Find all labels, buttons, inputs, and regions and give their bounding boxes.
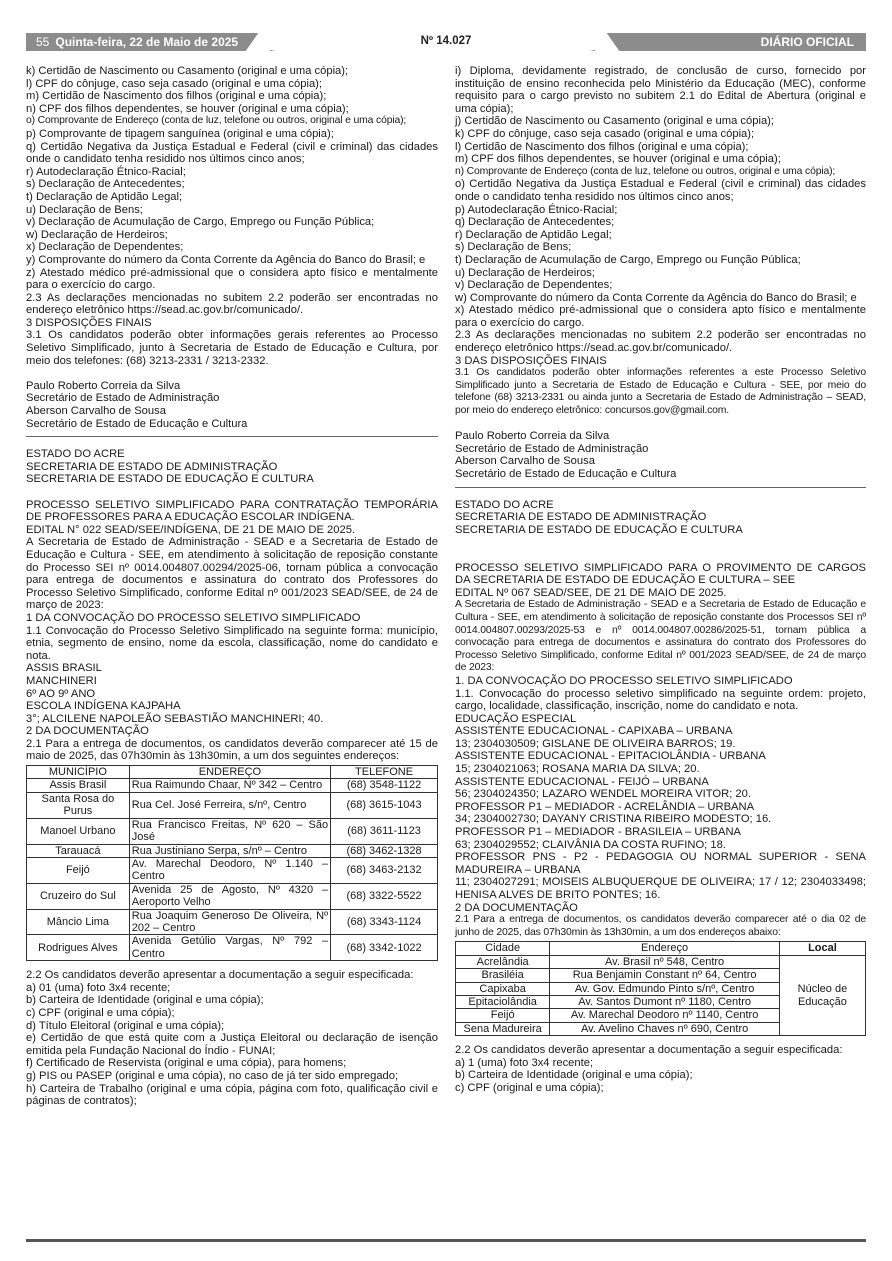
list-item: g) PIS ou PASEP (original e uma cópia), no caso de já ter sido empregado; <box>26 1069 399 1082</box>
list-item: k) CPF do cônjuge, caso seja casado (original e uma cópia); <box>455 127 755 140</box>
table-row <box>27 844 438 857</box>
table-cell: Assis Brasil <box>27 779 130 792</box>
org-line: ESTADO DO ACRE <box>455 498 554 511</box>
left-process-title: PROCESSO SELETIVO SIMPLIFICADO PARA CONTRATAÇÃO TEMPORÁRIA DE PROFESSORES PARA A EDUCAÇÃO ESCOLAR INDÍGENA. <box>26 498 438 524</box>
table-cell: Rua Francisco Freitas, Nº 620 – São José <box>129 818 330 844</box>
footer-rule <box>26 1239 866 1242</box>
list-item: 2.2 Os candidatos deverão apresentar a documentação a seguir especificada: <box>26 969 414 982</box>
list-item: e) Certidão de que está quite com a Justiça Eleitoral ou declaração de isenção emitida pela Fundação Nacional do Índio - FUNAI; <box>26 1032 438 1057</box>
issue-date: Quinta-feira, 22 de Maio de 2025 <box>55 35 239 49</box>
list-item: l) CPF do cônjuge, caso seja casado (original e uma cópia); <box>26 77 322 90</box>
right-convocation-list <box>455 713 866 902</box>
right-document-list <box>455 65 866 418</box>
list-item: p) Autodeclaração Étnico-Racial; <box>455 203 618 216</box>
list-item: h) Carteira de Trabalho (original e uma cópia, página com foto, qualificação civil e páginas de contratos); <box>26 1082 438 1108</box>
left-edital: EDITAL N° 022 SEAD/SEE/INDÍGENA, DE 21 DE MAIO DE 2025. <box>26 523 356 536</box>
table-cell-local: Núcleo de Educação <box>779 955 865 1035</box>
table-row <box>456 955 866 968</box>
table-cell: Feijó <box>27 857 130 883</box>
table-header: MUNICÍPIO <box>27 766 130 779</box>
section-divider <box>455 487 866 488</box>
list-item: 3 DISPOSIÇÕES FINAIS <box>26 316 152 329</box>
right-sec2-1: 2.1 Para a entrega de documentos, os candidatos deverão comparecer até o dia 02 de junho de 2025, das 07h30min às 13h30min, a um dos endereços abaixo: <box>455 914 866 938</box>
left-sec2: 2 DA DOCUMENTAÇÃO <box>26 725 149 738</box>
convocation-line: 11; 2304027291; MOISEIS ALBUQUERQUE DE OLIVEIRA; 17 / 12; 2304033498; HENISA ALVES DE BRITO PONTES; 16. <box>455 876 866 901</box>
table-cell: Av. Marechal Deodoro, Nº 1.140 – Centro <box>129 857 330 883</box>
table-row <box>27 909 438 935</box>
table-cell: Mâncio Lima <box>27 909 130 935</box>
issue-number: Nº 14.027 <box>420 35 472 47</box>
signature-line: Secretário de Estado de Administração <box>455 442 649 455</box>
list-item: a) 01 (uma) foto 3x4 recente; <box>26 981 171 994</box>
list-item: v) Declaração de Dependentes; <box>455 279 613 292</box>
left-document-list <box>26 65 438 367</box>
table-cell: Santa Rosa do Purus <box>27 792 130 818</box>
right-sec2: 2 DA DOCUMENTAÇÃO <box>455 901 578 914</box>
table-cell: Feijó <box>456 1009 550 1022</box>
table-cell: (68) 3463-2132 <box>331 857 438 883</box>
list-item: 2.3 As declarações mencionadas no subitem 2.2 poderão ser encontradas no endereço eletrônico https://sead.ac.gov.br/comunicado/. <box>455 329 866 355</box>
table-row <box>27 818 438 844</box>
convocation-line: 63; 2304029552; CLAIVÂNIA DA COSTA RUFINO; 18. <box>455 838 726 851</box>
table-cell: (68) 3342-1022 <box>331 935 438 961</box>
list-item: 3.1 Os candidatos poderão obter informações gerais referentes ao Processo Seletivo Simplificado, junto à Secretaria de Estado de Educação e Cultura, por meio dos telefones: (68) 3213-2331 / 3213-2332. <box>26 329 438 367</box>
list-item: w) Comprovante do número da Conta Corrente da Agência do Banco do Brasil; e <box>455 291 857 304</box>
left-convocation-list <box>26 662 438 725</box>
list-item: c) CPF (original e uma cópia); <box>455 1082 604 1094</box>
left-sec1: 1 DA CONVOCAÇÃO DO PROCESSO SELETIVO SIMPLIFICADO <box>26 611 361 624</box>
list-item: 2.3 As declarações mencionadas no subitem 2.2 poderão ser encontradas no endereço eletrônico https://sead.ac.gov.br/comunicado/. <box>26 291 438 317</box>
right-intro: A Secretaria de Estado de Administração - SEAD e a Secretaria de Estado de Educação e Cultura - SEE, em atendimento à solicitação de reposição constante dos Processos SEI nº 0014.004807.00293/2025-53 e nº 0014.004807.00286/2025-51, tornam pública a convocação para entrega de documentos e assinatura do contrato dos Professores do Processo Seletivo Simplificado, conforme Edital nº 001/2023 SEAD/SEE, de 24 de março de 2023: <box>455 599 866 674</box>
signature-line: Secretário de Estado de Educação e Cultura <box>26 417 248 430</box>
list-item: r) Declaração de Aptidão Legal; <box>455 228 612 241</box>
left-sec1-1: 1.1 Convocação do Processo Seletivo Simplificado na seguinte forma: município, etnia, segmento de ensino, nome da escola, classificação, nome do candidato e nota. <box>26 624 438 662</box>
list-item: c) CPF (original e uma cópia); <box>26 1006 175 1019</box>
table-cell: Tarauacá <box>27 844 130 857</box>
convocation-line: ASSISTENTE EDUCACIONAL - EPITACIOLÂNDIA - URBANA <box>455 750 766 763</box>
table-cell: Avenida 25 de Agosto, Nº 4320 – Aeroporto Velho <box>129 883 330 909</box>
table-cell: Acrelândia <box>456 955 550 968</box>
convocation-line: ESCOLA INDÍGENA KAJPAHA <box>26 700 181 713</box>
publication-title: DIÁRIO OFICIAL <box>760 35 854 49</box>
right-sec1: 1. DA CONVOCAÇÃO DO PROCESSO SELETIVO SIMPLIFICADO <box>455 674 793 687</box>
list-item: 3 DAS DISPOSIÇÕES FINAIS <box>455 354 607 367</box>
convocation-line: PROFESSOR P1 – MEDIADOR - BRASILEIA – URBANA <box>455 826 741 839</box>
list-item: s) Declaração de Bens; <box>455 241 572 254</box>
table-cell: Sena Madureira <box>456 1022 550 1035</box>
table-row <box>27 792 438 818</box>
table-cell: (68) 3343-1124 <box>331 909 438 935</box>
right-documentation-list <box>455 1044 866 1094</box>
convocation-line: 34; 2304002730; DAYANY CRISTINA RIBEIRO MODESTO; 16. <box>455 813 772 826</box>
signature-line: Secretário de Estado de Educação e Cultura <box>455 468 677 480</box>
list-item: o) Certidão Negativa da Justiça Estadual e Federal (civil e criminal) das cidades onde o candidato tenha residido nos últimos cinco anos; <box>455 178 866 203</box>
convocation-line: 6º AO 9º ANO <box>26 687 96 700</box>
list-item: b) Carteira de Identidade (original e uma cópia); <box>455 1069 693 1082</box>
convocation-line: MANCHINERI <box>26 674 97 687</box>
left-documentation-list <box>26 969 438 1108</box>
list-item: x) Atestado médico pré-admissional que o considera apto físico e mentalmente para o exercício do cargo. <box>455 304 866 329</box>
table-cell: Rodrigues Alves <box>27 935 130 961</box>
page-number: 55 <box>36 35 50 49</box>
list-item: m) CPF dos filhos dependentes, se houver (original e uma cópia); <box>455 153 781 166</box>
list-item: m) Certidão de Nascimento dos filhos (original e uma cópia); <box>26 90 327 103</box>
signature-line: Paulo Roberto Correia da Silva <box>26 379 181 392</box>
table-cell: (68) 3462-1328 <box>331 844 438 857</box>
convocation-line: EDUCAÇÃO ESPECIAL <box>455 712 577 725</box>
table-cell: Rua Joaquim Generoso De Oliveira, Nº 202 – Centro <box>129 909 330 935</box>
list-item: q) Declaração de Antecedentes; <box>455 216 615 229</box>
table-row <box>27 935 438 961</box>
table-header: Cidade <box>456 942 550 955</box>
left-intro: A Secretaria de Estado de Administração - SEAD e a Secretaria de Estado de Educação e Cultura - SEE, em atendimento à solicitação de reposição constante do Processo SEI nº 0014.004807.00294/2025-06, tornam pública a convocação para entrega de documentos e assinatura do contrato dos Professores do Processo Seletivo Simplificado, conforme Edital nº 001/2023 SEAD/SEE, de 24 de março de 2023: <box>26 536 438 612</box>
table-row <box>27 883 438 909</box>
org-line: ESTADO DO ACRE <box>26 448 125 461</box>
table-cell: Av. Avelino Chaves nº 690, Centro <box>550 1022 780 1035</box>
table-row <box>27 779 438 792</box>
signature-line: Paulo Roberto Correia da Silva <box>455 430 610 443</box>
list-item: b) Carteira de Identidade (original e uma cópia); <box>26 994 264 1007</box>
table-header: Local <box>779 942 865 955</box>
table-cell: Manoel Urbano <box>27 818 130 844</box>
signature-line: Secretário de Estado de Administração <box>26 392 220 405</box>
table-cell: Avenida Getúlio Vargas, Nº 792 – Centro <box>129 935 330 961</box>
section-divider <box>26 436 438 437</box>
convocation-line: ASSISTENTE EDUCACIONAL - FEIJÓ – URBANA <box>455 775 709 788</box>
table-cell: Epitaciolândia <box>456 996 550 1009</box>
list-item: 3.1 Os candidatos poderão obter informações referentes a este Processo Seletivo Simplificado junto a Secretaria de Estado de Educação e Cultura - SEE, por meio do telefone (68) 3213-2331 ou ainda junto a Secretaria de Estado de Administração – SEAD, por meio do endereço eletrônico: concursos.gov@gmail.com. <box>455 367 866 417</box>
list-item: v) Declaração de Acumulação de Cargo, Emprego ou Função Pública; <box>26 216 375 229</box>
list-item: s) Declaração de Antecedentes; <box>26 178 185 191</box>
table-cell: Rua Cel. José Ferreira, s/nº, Centro <box>129 792 330 818</box>
table-cell: (68) 3548-1122 <box>331 779 438 792</box>
list-item: u) Declaração de Herdeiros; <box>455 266 595 279</box>
list-item: j) Certidão de Nascimento ou Casamento (original e uma cópia); <box>455 115 774 128</box>
left-org-heading <box>26 448 438 486</box>
table-cell: Av. Marechal Deodoro nº 1140, Centro <box>550 1009 780 1022</box>
table-cell: (68) 3615-1043 <box>331 792 438 818</box>
table-cell: Cruzeiro do Sul <box>27 883 130 909</box>
left-signatures <box>26 380 438 430</box>
table-cell: (68) 3322-5522 <box>331 883 438 909</box>
list-item: 2.2 Os candidatos deverão apresentar a documentação a seguir especificada: <box>455 1044 843 1057</box>
left-address-table <box>26 765 438 961</box>
right-signatures <box>455 430 866 480</box>
list-item: x) Declaração de Dependentes; <box>26 241 184 254</box>
list-item: q) Certidão Negativa da Justiça Estadual e Federal (civil e criminal) das cidades onde o candidato tenha residido nos últimos cinco anos; <box>26 140 438 166</box>
table-header: TELEFONE <box>331 766 438 779</box>
signature-line: Aberson Carvalho de Sousa <box>26 405 166 418</box>
table-cell: Rua Benjamin Constant nº 64, Centro <box>550 969 780 982</box>
convocation-line: ASSIS BRASIL <box>26 662 102 675</box>
convocation-line: PROFESSOR P1 – MEDIADOR - ACRELÂNDIA – URBANA <box>455 800 755 813</box>
list-item: u) Declaração de Bens; <box>26 203 143 216</box>
left-sec2-1: 2.1 Para a entrega de documentos, os candidatos deverão comparecer até 15 de maio de 2025, das 07h30min às 13h30min, a um dos seguintes endereços: <box>26 737 438 763</box>
convocation-line: ASSISTENTE EDUCACIONAL - CAPIXABA – URBANA <box>455 725 733 738</box>
table-cell: Rua Raimundo Chaar, Nº 342 – Centro <box>129 779 330 792</box>
table-cell: Rua Justiniano Serpa, s/nº – Centro <box>129 844 330 857</box>
convocation-line: PROFESSOR PNS - P2 - PEDAGOGIA OU NORMAL SUPERIOR - SENA MADUREIRA – URBANA <box>455 851 866 876</box>
list-item: d) Título Eleitoral (original e uma cópia); <box>26 1019 225 1032</box>
list-item: w) Declaração de Herdeiros; <box>26 228 168 241</box>
list-item: f) Certificado de Reservista (original e uma cópia), para homens; <box>26 1057 347 1070</box>
list-item: r) Autodeclaração Étnico-Racial; <box>26 165 186 178</box>
list-item: k) Certidão de Nascimento ou Casamento (original e uma cópia); <box>26 65 349 77</box>
left-column <box>26 65 438 1108</box>
list-item: z) Atestado médico pré-admissional que o considera apto físico e mentalmente para o exercício do cargo. <box>26 266 438 292</box>
list-item: a) 1 (uma) foto 3x4 recente; <box>455 1056 594 1069</box>
list-item: y) Comprovante do número da Conta Corrente da Agência do Banco do Brasil; e <box>26 253 426 266</box>
table-header: Endereço <box>550 942 780 955</box>
list-item: o) Comprovante de Endereço (conta de luz, telefone ou outros, original e uma cópia); <box>26 115 407 127</box>
signature-line: Aberson Carvalho de Sousa <box>455 455 595 468</box>
right-org-heading <box>455 499 866 537</box>
org-line: SECRETARIA DE ESTADO DE ADMINISTRAÇÃO <box>455 511 707 524</box>
list-item: n) Comprovante de Endereço (conta de luz, telefone ou outros, original e uma cópia); <box>455 165 836 177</box>
list-item: l) Certidão de Nascimento dos filhos (original e uma cópia); <box>455 140 749 153</box>
convocation-line: 15; 2304021063; ROSANA MARIA DA SILVA; 20. <box>455 763 700 776</box>
list-item: t) Declaração de Aptidão Legal; <box>26 190 183 203</box>
right-column <box>455 65 866 1095</box>
right-process-title: PROCESSO SELETIVO SIMPLIFICADO PARA O PROVIMENTO DE CARGOS DA SECRETARIA DE ESTADO DE EDUCAÇÃO E CULTURA – SEE <box>455 561 866 587</box>
list-item: t) Declaração de Acumulação de Cargo, Emprego ou Função Pública; <box>455 253 801 266</box>
org-line: SECRETARIA DE ESTADO DE ADMINISTRAÇÃO <box>26 460 278 473</box>
convocation-line: 56; 2304024350; LAZARO WENDEL MOREIRA VITOR; 20. <box>455 788 751 801</box>
convocation-line: 3°; ALCILENE NAPOLEÃO SEBASTIÃO MANCHINERI; 40. <box>26 712 324 725</box>
page-header <box>26 33 866 51</box>
list-item: i) Diploma, devidamente registrado, de conclusão de curso, fornecido por instituição de ensino reconhecida pelo Ministério da Educação (MEC), conforme requisito para o cargo previsto no subitem 2.1 do Edital de Abertura (original e uma cópia); <box>455 65 866 115</box>
table-cell: Av. Brasil nº 548, Centro <box>550 955 780 968</box>
list-item: p) Comprovante de tipagem sanguínea (original e uma cópia); <box>26 127 334 140</box>
table-cell: Capixaba <box>456 982 550 995</box>
table-cell: (68) 3611-1123 <box>331 818 438 844</box>
right-address-table <box>455 941 866 1036</box>
table-cell: Av. Santos Dumont nº 1180, Centro <box>550 996 780 1009</box>
convocation-line: 13; 2304030509; GISLANE DE OLIVEIRA BARROS; 19. <box>455 737 736 750</box>
table-row <box>27 857 438 883</box>
right-edital: EDITAL Nº 067 SEAD/SEE, DE 21 DE MAIO DE 2025. <box>455 586 727 599</box>
table-cell: Av. Gov. Edmundo Pinto s/nº, Centro <box>550 982 780 995</box>
list-item: n) CPF dos filhos dependentes, se houver (original e uma cópia); <box>26 102 349 115</box>
table-header: ENDEREÇO <box>129 766 330 779</box>
table-cell: Brasiléia <box>456 969 550 982</box>
org-line: SECRETARIA DE ESTADO DE EDUCAÇÃO E CULTURA <box>455 523 743 536</box>
org-line: SECRETARIA DE ESTADO DE EDUCAÇÃO E CULTURA <box>26 473 314 486</box>
right-sec1-1: 1.1. Convocação do processo seletivo simplificado na seguinte ordem: projeto, cargo, localidade, classificação, inscrição, nome do candidato e nota. <box>455 687 866 713</box>
